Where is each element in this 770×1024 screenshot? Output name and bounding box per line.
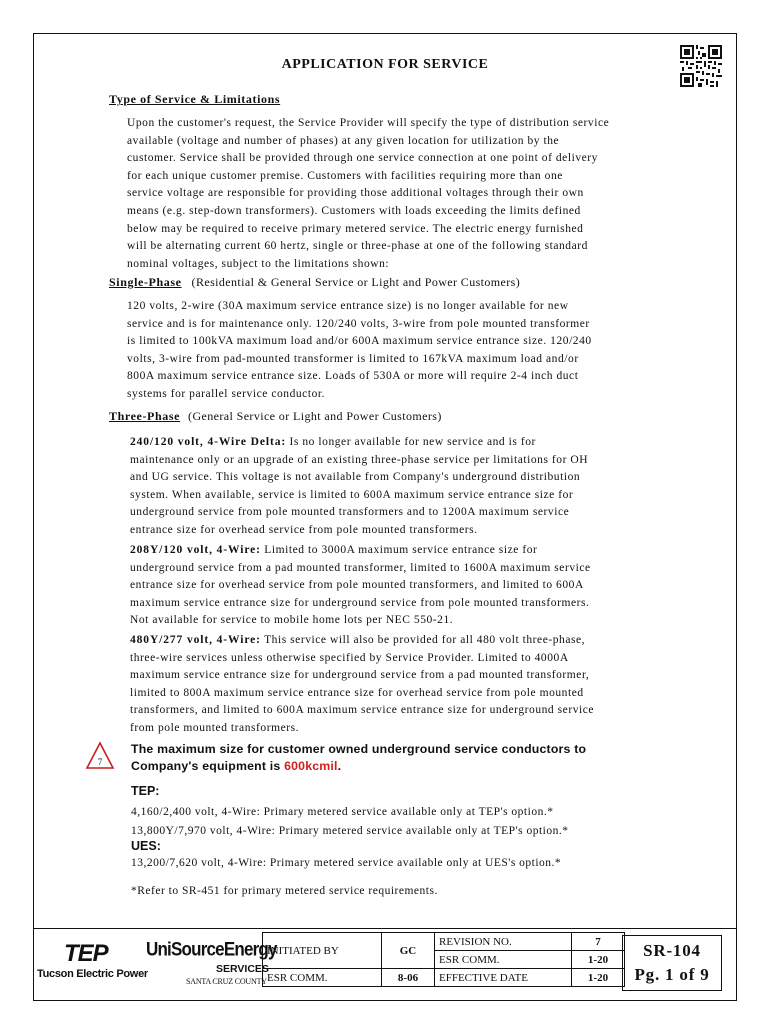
warn-line: The maximum size for customer owned underground service conductors to — [131, 742, 587, 756]
paragraph-line: transformers, and limited to 600A maximum service entrance size for underground service — [130, 704, 595, 717]
paragraph-line: Not available for service to mobile home lots per NEC 550-21. — [130, 614, 454, 627]
paragraph-line: Upon the customer's request, the Service Provider will specify the type of distribution service — [127, 117, 610, 129]
single-phase-heading-row — [109, 273, 520, 291]
revision-no-value: 7 — [572, 933, 625, 951]
paragraph-line: service and is for maintenance only. 120/240 volts, 3-wire from pole mounted transformer — [127, 317, 590, 330]
paragraph-line: will be alternating current 60 hertz, single or three-phase at one of the following standard — [127, 240, 588, 253]
paragraph-line: means (e.g. step-down transformers). Customers with loads exceeding the limits defined — [127, 204, 581, 217]
esr-comm-label-2: ESR COMM. — [435, 951, 572, 969]
paragraph-line: limited to 800A maximum service entrance size for overhead service from pole mounted — [130, 686, 584, 699]
tep-line: 4,160/2,400 volt, 4-Wire: Primary metered service available only at TEP's option.* — [131, 806, 554, 818]
table-row — [263, 969, 625, 987]
delta-paragraph — [130, 434, 690, 540]
paragraph-line: entrance size for overhead service from pole mounted transformers, and limited to 600A — [130, 579, 584, 592]
paragraph-line: below may be required to receive primary metered service. The electric energy furnished — [127, 222, 584, 235]
paragraph-line — [130, 632, 690, 650]
tep-logo-name: Tucson Electric Power — [37, 968, 148, 980]
warn-line — [131, 758, 691, 775]
page-indicator: Pg. 1 of 9 — [634, 965, 710, 984]
paragraph-line: system. When available, service is limited to 600A maximum service entrance size for — [130, 488, 574, 501]
wye480-first-line: This service will also be provided for all 480 volt three-phase, — [264, 634, 586, 646]
effective-date-label: EFFECTIVE DATE — [435, 969, 572, 987]
section-heading-type-of-service: Type of Service & Limitations — [109, 92, 281, 106]
revision-triangle-icon — [85, 741, 115, 771]
revision-marker-number: 7 — [97, 757, 103, 767]
wye480-label: 480Y/277 volt, 4-Wire: — [130, 634, 261, 646]
paragraph-line: available (voltage and number of phases) at any given location for utilization by the — [127, 134, 560, 147]
paragraph-line — [130, 542, 690, 560]
esr-comm-label: ESR COMM. — [263, 969, 382, 987]
paragraph-line: volts, 3-wire from pad-mounted transformer is limited to 167kVA maximum load and/or — [127, 352, 579, 365]
paragraph-line: for each unique customer premise. Customers with facilities requiring more than one — [127, 169, 563, 182]
wye208-paragraph — [130, 542, 690, 630]
paragraph-line: systems for parallel service conductor. — [127, 387, 326, 400]
paragraph-line: is limited to 100kVA maximum load and/or 600A maximum service entrance size. 120/240 — [127, 335, 592, 348]
paragraph-line: entrance size for overhead service from pole mounted transformers. — [130, 523, 478, 536]
section-heading-single-phase: Single-Phase — [109, 275, 182, 289]
document-number-box — [622, 935, 722, 991]
delta-label: 240/120 volt, 4-Wire Delta: — [130, 436, 287, 448]
unisource-logo-region: SANTA CRUZ COUNTY — [186, 977, 267, 986]
ues-line: 13,200/7,620 volt, 4-Wire: Primary metered service available only at UES's option.* — [131, 857, 562, 869]
three-phase-note: (General Service or Light and Power Customers) — [188, 409, 442, 423]
document-title: APPLICATION FOR SERVICE — [281, 57, 489, 72]
footer-divider — [33, 928, 737, 929]
paragraph-line: and UG service. This voltage is not available from Company's underground distribution — [130, 471, 581, 484]
footnote: *Refer to SR-451 for primary metered service requirements. — [131, 885, 438, 897]
paragraph-line: 800A maximum service entrance size. Loads of 530A or more will require 2-4 inch duct — [127, 370, 579, 383]
paragraph-line: service voltage are responsible for providing those additional voltages through their own — [127, 187, 584, 200]
warn-line-prefix: Company's equipment is — [131, 759, 285, 773]
paragraph-line: customer. Service shall be provided through one service connection at one point of delivery — [127, 152, 598, 165]
unisource-logo-services: SERVICES — [216, 963, 269, 975]
revision-no-label: REVISION NO. — [435, 933, 572, 951]
paragraph-line: three-wire services unless otherwise specified by Service Provider. Limited to 4000A — [130, 651, 569, 664]
delta-first-line: Is no longer available for new service and is for — [289, 436, 536, 448]
unisource-logo: UniSourceEnergy — [146, 938, 277, 960]
wye480-paragraph — [130, 632, 690, 738]
paragraph-line: 120 volts, 2-wire (30A maximum service entrance size) is no longer available for new — [127, 300, 569, 312]
tep-logo: TEP — [64, 940, 108, 967]
initiated-by-label: INITIATED BY — [263, 933, 382, 969]
wye208-label: 208Y/120 volt, 4-Wire: — [130, 544, 261, 556]
three-phase-heading-row — [109, 407, 442, 425]
effective-date-value: 1-20 — [572, 969, 625, 987]
paragraph-line: underground service from pole mounted transformers and to 1200A maximum service — [130, 506, 570, 519]
qr-code-icon — [680, 45, 722, 87]
paragraph-line — [130, 434, 690, 452]
initiated-by-value: GC — [382, 933, 435, 969]
table-row — [263, 933, 625, 951]
warn-line-suffix: . — [337, 759, 342, 773]
ues-label: UES: — [131, 839, 161, 853]
paragraph-line: from pole mounted transformers. — [130, 721, 300, 734]
tep-lines — [131, 803, 569, 841]
paragraph-line: maximum service entrance size for underground service from pole mounted transformers. — [130, 596, 590, 609]
tep-label: TEP: — [131, 784, 160, 798]
paragraph-line: nominal voltages, subject to the limitations shown: — [127, 257, 390, 270]
single-phase-note: (Residential & General Service or Light and Power Customers) — [191, 275, 521, 289]
type-of-service-paragraph — [127, 115, 687, 273]
paragraph-line: maintenance only or an upgrade of an existing three-phase service per limitations for OH — [130, 453, 589, 466]
esr-comm-value-2: 1-20 — [572, 951, 625, 969]
single-phase-paragraph — [127, 298, 687, 404]
document-info-table — [262, 932, 625, 987]
document-number: SR-104 — [643, 941, 701, 960]
conductor-size-highlight: 600kcmil — [284, 759, 338, 773]
wye208-first-line: Limited to 3000A maximum service entrance size for — [264, 544, 538, 556]
esr-comm-value: 8-06 — [382, 969, 435, 987]
paragraph-line: underground service from a pad mounted transformer, limited to 1600A maximum service — [130, 561, 591, 574]
conductor-size-note — [131, 741, 691, 775]
tep-line: 13,800Y/7,970 volt, 4-Wire: Primary metered service available only at TEP's option.* — [131, 825, 569, 837]
paragraph-line: maximum service entrance size for underground service from a pad mounted transformer, — [130, 669, 590, 682]
section-heading-three-phase: Three-Phase — [109, 409, 181, 423]
